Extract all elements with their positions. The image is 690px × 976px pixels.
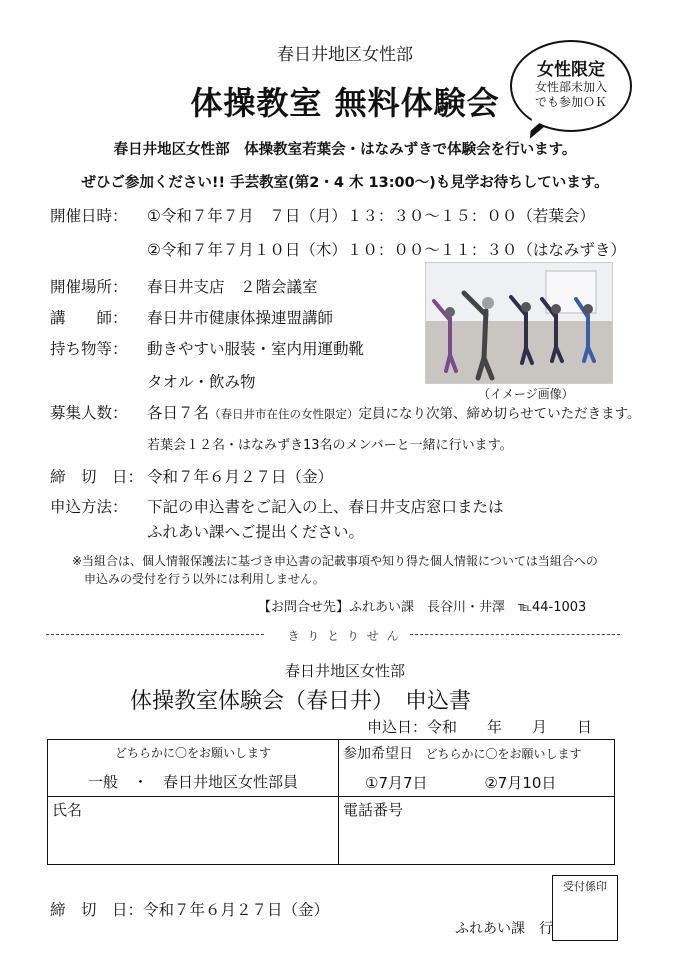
cut-line-right: [410, 634, 620, 635]
dept-address: ふれあい課 行: [455, 921, 553, 937]
quota-small: （春日井市在住の女性限定）: [209, 407, 359, 421]
apply-label: 申込方法：: [50, 498, 128, 516]
lead-line-1: 春日井地区女性部 体操教室若葉会・はなみずきで体験会を行います。: [113, 142, 577, 158]
preferred-date-label: 参加希望日: [343, 746, 413, 762]
phone-field[interactable]: [339, 797, 615, 865]
application-form-table: [47, 739, 615, 865]
preferred-date-note: どちらかに〇をお願いします: [425, 747, 582, 761]
items-2: タオル・飲み物: [147, 373, 256, 391]
place-label: 開催場所：: [50, 278, 128, 296]
date-label: 開催日時：: [50, 207, 128, 225]
privacy-line-2: 申込みの受付を行う以外には利用しません。: [84, 572, 325, 586]
cut-line-text: き り と り せ ん: [287, 629, 401, 643]
quota-label: 募集人数：: [50, 404, 128, 422]
phone-label: 電話番号: [343, 801, 404, 819]
bubble-main: 女性限定: [537, 60, 605, 80]
items-label: 持ち物等：: [50, 340, 128, 358]
organizer: 春日井地区女性部: [277, 45, 413, 65]
privacy-line-1: ※当組合は、個人情報保護法に基づき申込書の記載事項や知り得た個人情報については当組合への: [72, 554, 598, 568]
form-title: 体操教室体験会（春日井） 申込書: [130, 689, 472, 714]
form-deadline: 締 切 日：令和７年６月２７日（金）: [50, 901, 330, 919]
page-title: 体操教室 無料体験会: [190, 84, 500, 122]
form-organizer: 春日井地区女性部: [284, 662, 405, 680]
deadline: 令和７年６月２７日（金）: [147, 468, 334, 486]
name-label: 氏名: [52, 801, 83, 819]
date-option-2[interactable]: ②7月10日: [484, 774, 557, 792]
women-only-bubble: [510, 40, 632, 132]
quota: [147, 401, 641, 423]
lead-line-2: ぜひご参加ください!! 手芸教室(第2・4 木 13:00～)も見学お待ちしています。: [81, 175, 609, 191]
exercise-class-photo: [425, 262, 613, 384]
place: 春日井支店 ２階会議室: [147, 278, 318, 296]
quota-note: 若葉会１２名・はなみずき13名のメンバーと一緒に行います。: [147, 438, 513, 453]
bubble-sub1: 女性部未加入: [534, 80, 607, 94]
apply-line-2: ふれあい課へご提出ください。: [147, 523, 365, 541]
date-1: ①令和７年７月 ７日（月）１３：３０～１５：００（若葉会）: [147, 207, 595, 225]
apply-line-1: 下記の申込書をご記入の上、春日井支店窓口または: [147, 498, 504, 516]
deadline-label: 締 切 日：: [50, 468, 144, 486]
member-type-options[interactable]: 一般 ・ 春日井地区女性部員: [87, 773, 298, 791]
reception-stamp-box[interactable]: [552, 875, 618, 941]
member-type-cell[interactable]: [48, 740, 339, 797]
quota-rest: 定員になり次第、締め切らせていただきます。: [358, 406, 641, 422]
preferred-date-cell[interactable]: [339, 740, 615, 797]
quota-main: 各日７名: [147, 404, 210, 422]
date-option-1[interactable]: ①7月7日: [365, 774, 428, 792]
teacher-label: 講 師：: [50, 309, 128, 327]
contact-info: 【お問合せ先】ふれあい課 長谷川・井澤 ℡44-1003: [258, 600, 587, 615]
name-field[interactable]: [48, 797, 339, 865]
date-2: ②令和７年７月１０日（木）１０：００～１１：３０（はなみずき）: [147, 241, 626, 259]
member-type-note: どちらかに〇をお願いします: [114, 746, 271, 760]
stamp-label: 受付係印: [563, 880, 607, 893]
teacher: 春日井市健康体操連盟講師: [147, 309, 334, 327]
apply-date: 申込日：令和 年 月 日: [367, 718, 593, 736]
items-1: 動きやすい服装・室内用運動靴: [147, 340, 365, 358]
bubble-sub2: でも参加ＯＫ: [534, 95, 607, 109]
photo-caption: （イメージ画像）: [478, 387, 574, 401]
